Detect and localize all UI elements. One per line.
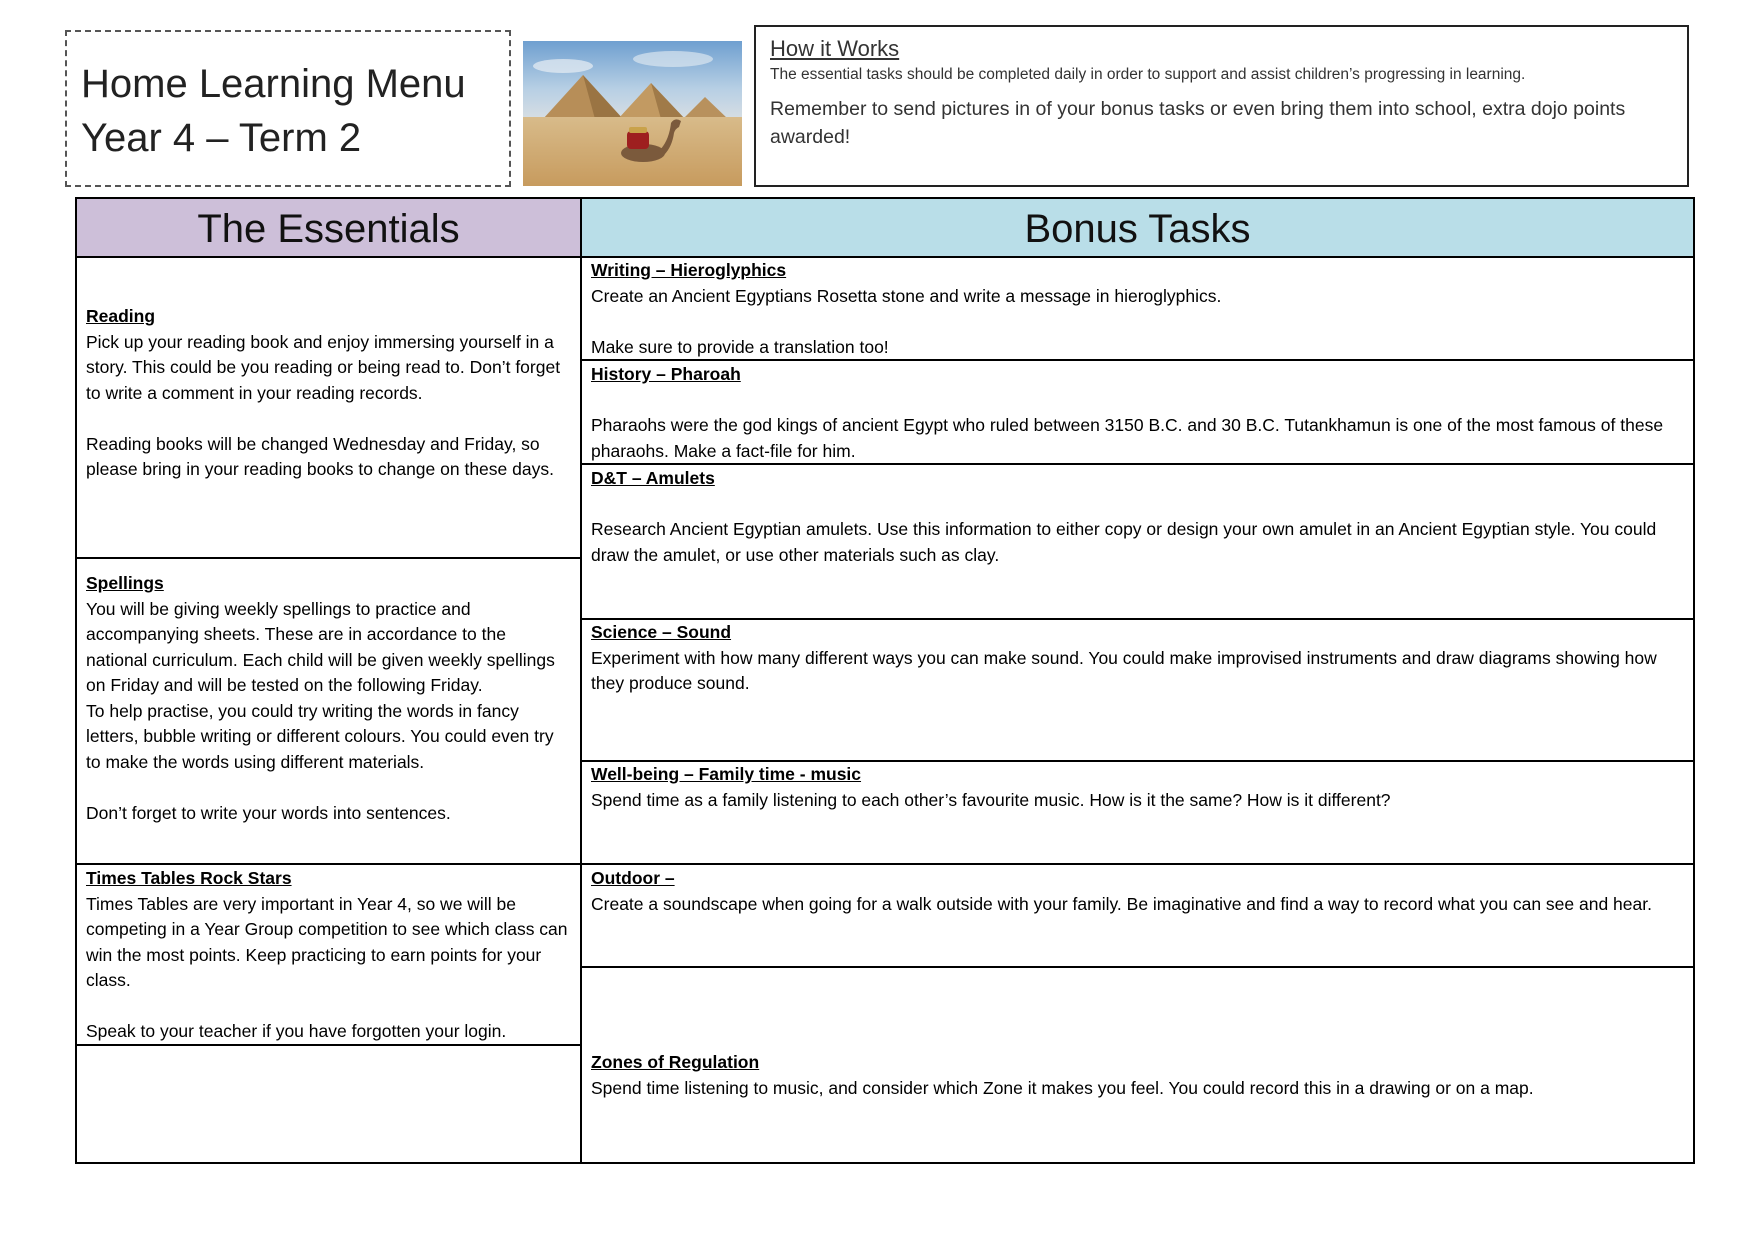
reading-text-1: Pick up your reading book and enjoy immersing yourself in a story. This could be you reading or being read to. Don’t forget to write a comment in your reading records. xyxy=(86,331,561,403)
zones-text-1: Spend time listening to music, and consider which Zone it makes you feel. You could record this in a drawing or on a map. xyxy=(591,1077,1534,1098)
spellings-title: Spellings xyxy=(86,573,164,593)
writing-text-1: Create an Ancient Egyptians Rosetta stone and write a message in hieroglyphics. xyxy=(591,285,1222,306)
menu-table xyxy=(75,197,1695,1164)
spellings-text-1: You will be giving weekly spellings to practice and accompanying sheets. These are in accordance to the national curriculum. Each child will be given weekly spellings on Friday and will be tested on the following Friday. xyxy=(86,598,555,695)
history-cell xyxy=(582,361,1693,465)
essentials-column xyxy=(77,199,582,1162)
writing-cell xyxy=(582,258,1693,361)
spellings-text-3: Don’t forget to write your words into sentences. xyxy=(86,802,451,823)
reading-cell xyxy=(77,258,580,559)
how-it-works-title: How it Works xyxy=(770,36,900,61)
history-text-1: Pharaohs were the god kings of ancient Egypt who ruled between 3150 B.C. and 30 B.C. Tutankhamun is one of the most famous of these pharaohs. Make a fact-file for him. xyxy=(591,415,1664,461)
spellings-cell xyxy=(77,559,580,865)
pyramids-camel-image xyxy=(523,41,742,186)
outdoor-title: Outdoor – xyxy=(591,868,675,888)
reading-text-2: Reading books will be changed Wednesday and Friday, so please bring in your reading books to change on these days. xyxy=(86,433,554,479)
reading-title: Reading xyxy=(86,306,156,326)
bonus-heading: Bonus Tasks xyxy=(582,199,1693,258)
how-it-works-box xyxy=(754,25,1689,187)
bonus-column xyxy=(582,199,1693,1162)
wellbeing-cell xyxy=(582,762,1693,865)
wellbeing-title: Well-being – Family time - music xyxy=(591,764,862,784)
how-it-works-reminder: Remember to send pictures in of your bonus tasks or even bring them into school, extra dojo points awarded! xyxy=(770,98,1626,148)
outdoor-cell xyxy=(582,865,1693,968)
writing-title: Writing – Hieroglyphics xyxy=(591,260,787,280)
page-subtitle: Year 4 – Term 2 xyxy=(81,116,362,160)
times-tables-title: Times Tables Rock Stars xyxy=(86,868,292,888)
science-title: Science – Sound xyxy=(591,622,732,642)
dt-title: D&T – Amulets xyxy=(591,468,715,488)
spellings-text-2: To help practise, you could try writing the words in fancy letters, bubble writing or different colours. You could even try to make the words using different materials. xyxy=(86,700,554,772)
dt-text-1: Research Ancient Egyptian amulets. Use this information to either copy or design your own amulet in an Ancient Egyptian style. You could draw the amulet, or use other materials such as clay. xyxy=(591,519,1657,565)
times-tables-text-1: Times Tables are very important in Year 4, so we will be competing in a Year Group competition to see which class can win the most points. Keep practicing to earn points for your class. xyxy=(86,893,568,990)
empty-cell xyxy=(77,1046,580,1162)
how-it-works-text: The essential tasks should be completed daily in order to support and assist children’s progressing in learning. xyxy=(770,66,1526,83)
science-text-1: Experiment with how many different ways you can make sound. You could make improvised instruments and draw diagrams showing how they produce sound. xyxy=(591,647,1657,693)
dt-cell xyxy=(582,465,1693,620)
times-tables-text-2: Speak to your teacher if you have forgotten your login. xyxy=(86,1021,507,1041)
outdoor-text-1: Create a soundscape when going for a walk outside with your family. Be imaginative and find a way to record what you can see and hear. xyxy=(591,893,1652,914)
science-cell xyxy=(582,620,1693,762)
title-box xyxy=(65,30,511,187)
zones-cell xyxy=(582,968,1693,1162)
writing-text-2: Make sure to provide a translation too! xyxy=(591,336,889,357)
history-title: History – Pharoah xyxy=(591,364,741,384)
page-title: Home Learning Menu xyxy=(81,62,466,106)
essentials-heading: The Essentials xyxy=(77,199,580,258)
zones-title: Zones of Regulation xyxy=(591,1052,760,1072)
times-tables-cell xyxy=(77,865,580,1046)
wellbeing-text-1: Spend time as a family listening to each other’s favourite music. How is it the same? How is it different? xyxy=(591,789,1391,810)
